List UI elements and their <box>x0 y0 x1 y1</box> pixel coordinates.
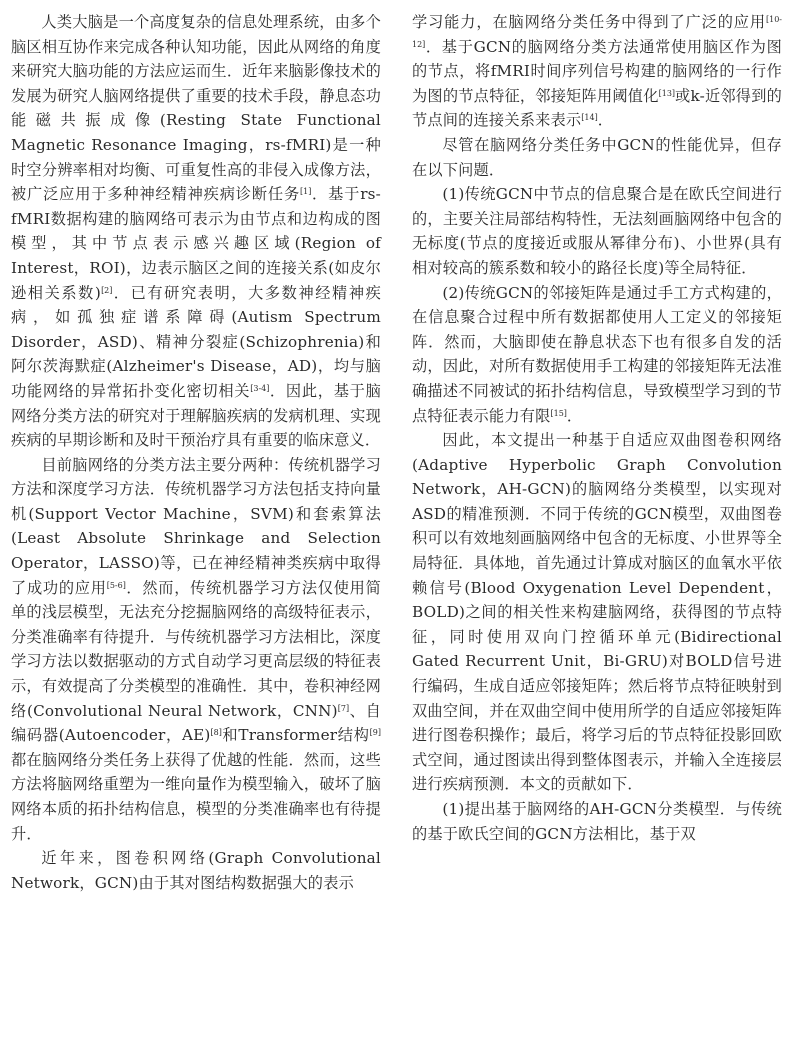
paragraph-intro-brain-network <box>11 10 381 453</box>
text-run: ．因此，基于脑网络分类方法的研究对于理解脑疾病的发病机理、实现疾病的早期诊断和及时干预治疗具有重要的临床意义． <box>11 381 381 450</box>
citation-ref: [15] <box>550 408 567 418</box>
text-run: 近年来，图卷积网络(Graph Convolutional Network，GCN)由于其对图结构数据强大的表示 <box>11 849 381 892</box>
paragraph-gcn-intro <box>11 846 381 895</box>
text-run: ． <box>566 406 583 425</box>
text-run: (2)传统GCN的邻接矩阵是通过手工方式构建的，在信息聚合过程中所有数据都使用人工定义的邻接矩阵．然而，大脑即使在静息状态下也有很多自发的活动，因此，对所有数据使用手工构建的邻接矩阵无法准确描述不同被试的拓扑结构信息，导致模型学习到的节点特征表示能力有限 <box>412 283 782 425</box>
text-run: (1)提出基于脑网络的AH-GCN分类模型．与传统的基于欧氏空间的GCN方法相比，基于双 <box>412 800 782 843</box>
text-run: 学习能力，在脑网络分类任务中得到了广泛的应用 <box>412 13 766 31</box>
text-run: 都在脑网络分类任务上获得了优越的性能．然而，这些方法将脑网络重塑为一维向量作为模型输入，破坏了脑网络本质的拓扑结构信息，模型的分类准确率也有待提升． <box>11 750 381 843</box>
text-run: 因此，本文提出一种基于自适应双曲图卷积网络(Adaptive Hyperbolic Graph Convolution Network，AH-GCN)的脑网络分类模型，以实现对ASD的精准预测．不同于传统的GCN模型，双曲图卷积可以有效地刻画脑网络中包含的无标度、小世界等全局特征．具体地，首先通过计算成对脑区的血氧水平依赖信号(Blood Oxygenation Level Dependent，BOLD)之间的相关性来构建脑网络，获得图的节点特征，同时使用双向门控循环单元(Bidirectional Gated Recurrent Unit，Bi-GRU)对BOLD信号进行编码，生成自适应邻接矩阵；然后将节点特征映射到双曲空间，并在双曲空间中使用所学的自适应邻接矩阵进行图卷积操作；最后，将学习后的节点特征投影回欧式空间，通过图读出得到整体图表示，并输入全连接层进行疾病预测．本文的贡献如下． <box>412 431 782 794</box>
paragraph-classification-methods <box>11 453 381 847</box>
paragraph-problem-1 <box>412 182 782 280</box>
text-run: 、自编码器(Autoencoder，AE) <box>11 701 381 745</box>
text-run: ．已有研究表明，大多数神经精神疾病，如孤独症谱系障碍(Autism Spectrum Disorder，ASD)、精神分裂症(Schizophrenia)和阿尔茨海默症(Alzheimer's Disease，AD)，均与脑功能网络的异常拓扑变化密切相关 <box>11 283 381 400</box>
text-run: 尽管在脑网络分类任务中GCN的性能优异，但存在以下问题． <box>412 135 782 179</box>
text-run: 目前脑网络的分类方法主要分两种：传统机器学习方法和深度学习方法．传统机器学习方法包括支持向量机(Support Vector Machine，SVM)和套索算法(Least Absolute Shrinkage and Selection Operator，LASSO)等，已在神经精神类疾病中取得了成功的应用 <box>11 455 381 597</box>
paragraph-proposed-method <box>412 428 782 797</box>
text-run: ． <box>597 111 614 130</box>
text-run: 人类大脑是一个高度复杂的信息处理系统，由多个脑区相互协作来完成各种认知功能，因此从网络的角度来研究大脑功能的方法应运而生．近年来脑影像技术的发展为研究人脑网络提供了重要的技术手段，静息态功能磁共振成像(Resting State Functional Magnetic Resonance Imaging，rs-fMRI)是一种时空分辨率相对均衡、可重复性高的非侵入成像方法，被广泛应用于多种神经精神疾病诊断任务 <box>11 13 381 204</box>
citation-ref: [14] <box>581 113 598 123</box>
text-run: ．然而，传统机器学习方法仅使用简单的浅层模型，无法充分挖掘脑网络的高级特征表示，分类准确率有待提升．与传统机器学习方法相比，深度学习方法以数据驱动的方式自动学习更高层级的特征表示，有效提高了分类模型的准确性．其中，卷积神经网络(Convolutional Neural Network，CNN) <box>11 578 382 720</box>
text-run: 和Transformer结构 <box>221 726 370 745</box>
citation-ref: [10-12] <box>412 15 782 49</box>
paragraph-gcn-continued <box>412 10 782 133</box>
citation-ref: [2] <box>101 285 113 295</box>
citation-ref: [7] <box>337 703 350 713</box>
text-run: (1)传统GCN中节点的信息聚合是在欧氏空间进行的，主要关注局部结构特性，无法刻画脑网络中包含的无标度(节点的度接近或服从幂律分布)、小世界(具有相对较高的簇系数和较小的路径长度)等全局特征． <box>412 185 782 277</box>
text-run: 或k-近邻得到的节点间的连接关系来表示 <box>412 86 782 130</box>
citation-ref: [3-4] <box>250 383 270 393</box>
citation-ref: [9] <box>369 728 381 738</box>
text-run: ．基于GCN的脑网络分类方法通常使用脑区作为图的节点，将fMRI时间序列信号构建的脑网络的一行作为图的节点特征，邻接矩阵用阈值化 <box>412 37 782 105</box>
citation-ref: [5-6] <box>106 580 126 590</box>
right-column <box>412 10 782 846</box>
paragraph-problem-2 <box>412 281 782 429</box>
paragraph-contribution-1 <box>412 797 782 846</box>
citation-ref: [13] <box>658 88 676 98</box>
text-run: ．基于rs-fMRI数据构建的脑网络可表示为由节点和边构成的图模型，其中节点表示感兴趣区域(Region of Interest，ROI)，边表示脑区之间的连接关系(如皮尔逊相关系数) <box>11 185 381 302</box>
left-column <box>11 10 381 895</box>
citation-ref: [1] <box>300 187 312 197</box>
citation-ref: [8] <box>210 728 222 738</box>
paragraph-gcn-problems <box>412 133 782 182</box>
